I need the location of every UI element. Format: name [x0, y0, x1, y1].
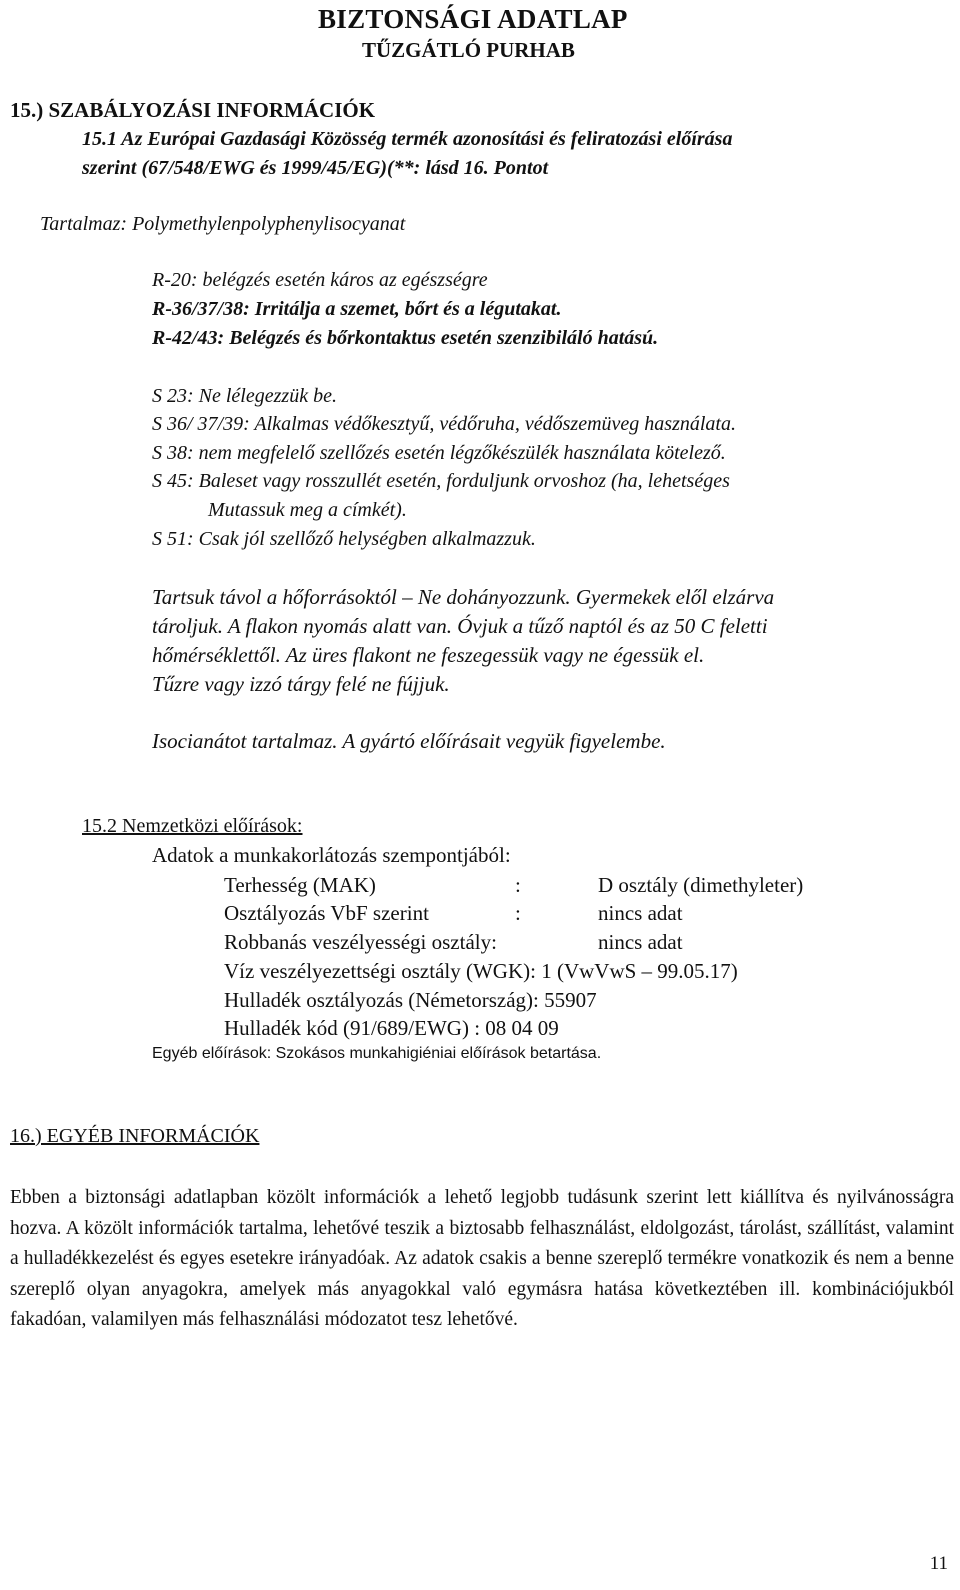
table-value: nincs adat	[598, 901, 683, 925]
sub-heading-15-1-line2: szerint (67/548/EWG és 1999/45/EG)(**: lásd 16. Pontot	[82, 157, 549, 179]
table-separator: :	[515, 901, 521, 925]
r-phrase: R-20: belégzés esetén káros az egészségre	[152, 269, 488, 291]
storage-line: tároljuk. A flakon nyomás alatt van. Óvjuk a tűző naptól és az 50 C feletti	[152, 614, 768, 638]
s-phrase: S 51: Csak jól szellőző helységben alkalmazzuk.	[152, 528, 536, 550]
storage-line: Tartsuk távol a hőforrásoktól – Ne dohányozzunk. Gyermekek elől elzárva	[152, 585, 775, 609]
s-phrase-continuation: Mutassuk meg a címkét).	[208, 499, 407, 521]
table-value: D osztály (dimethyleter)	[598, 873, 804, 897]
table-label: Terhesség (MAK)	[224, 873, 376, 897]
table-label: Robbanás veszélyességi osztály:	[224, 930, 497, 954]
s-phrase: S 36/ 37/39: Alkalmas védőkesztyű, védőruha, védőszemüveg használata.	[152, 413, 736, 435]
page-number: 11	[929, 1553, 948, 1574]
other-regulations: Egyéb előírások: Szokásos munkahigiéniai előírások betartása.	[152, 1045, 602, 1062]
s-phrase: S 45: Baleset vagy rosszullét esetén, forduljunk orvoshoz (ha, lehetséges	[152, 470, 730, 492]
s-phrase: S 38: nem megfelelő szellőzés esetén légzőkészülék használata kötelező.	[152, 442, 726, 464]
storage-line: Tűzre vagy izzó tárgy felé ne fújjuk.	[152, 672, 450, 696]
table-label: Osztályozás VbF szerint	[224, 901, 429, 925]
isocyanate-note: Isocianátot tartalmaz. A gyártó előírásait vegyük figyelembe.	[152, 729, 666, 753]
product-name: TŰZGÁTLÓ PURHAB	[362, 38, 575, 62]
wgk-line: Víz veszélyezettségi osztály (WGK): 1 (VwVwS – 99.05.17)	[224, 959, 738, 983]
s-phrase: S 23: Ne lélegezzük be.	[152, 385, 337, 407]
table-separator: :	[515, 873, 521, 897]
r-phrase: R-42/43: Belégzés és bőrkontaktus esetén szenzibiláló hatású.	[152, 327, 659, 349]
waste-code-line: Hulladék kód (91/689/EWG) : 08 04 09	[224, 1016, 559, 1040]
section-16-paragraph: Ebben a biztonsági adatlapban közölt információk a lehető legjobb tudásunk szerint lett kiállítva és nyilvánosságra hozva. A közölt információk tartalma, lehetővé teszik a biztosabb felhasználást, eldolgozást, tárolást, szállítást, valamint a hulladékkezelést és egyes esetekre irányadóak. Az adatok csakis a benne szereplő termékre vonatkozik és nem a benne szereplő olyan anyagokra, amelyek más anyagokkal való egymásra hatása következtében ill. kombinációjukból fakadóan, valamilyen más felhasználási módozatot tesz lehetővé.	[10, 1187, 954, 1330]
r-phrase: R-36/37/38: Irritálja a szemet, bőrt és a légutakat.	[152, 298, 562, 320]
storage-line: hőmérséklettől. Az üres flakont ne feszegessük vagy ne égessük el.	[152, 643, 705, 667]
section-15-heading: 15.) SZABÁLYOZÁSI INFORMÁCIÓK	[10, 98, 376, 122]
table-value: nincs adat	[598, 930, 683, 954]
contains-line: Tartalmaz: Polymethylenpolyphenylisocyanat	[40, 213, 406, 235]
document-title: BIZTONSÁGI ADATLAP	[318, 4, 628, 34]
work-data-intro: Adatok a munkakorlátozás szempontjából:	[152, 843, 511, 867]
section-16-heading: 16.) EGYÉB INFORMÁCIÓK	[10, 1125, 260, 1147]
waste-class-line: Hulladék osztályozás (Németország): 55907	[224, 988, 597, 1012]
section-15-2-heading: 15.2 Nemzetközi előírások:	[82, 815, 303, 837]
sub-heading-15-1-line1: 15.1 Az Európai Gazdasági Közösség termék azonosítási és feliratozási előírása	[82, 128, 733, 150]
